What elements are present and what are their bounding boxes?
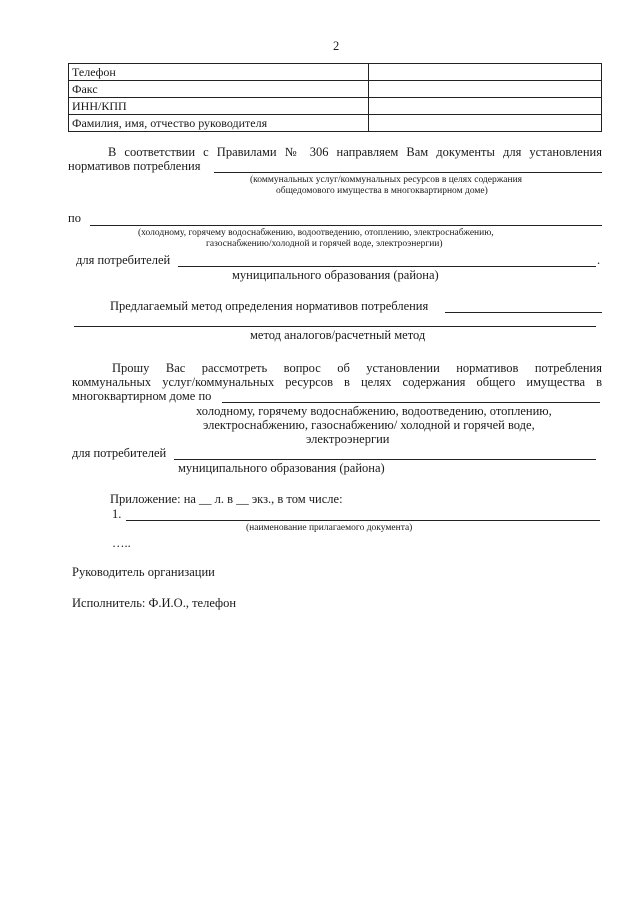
- page-number: 2: [333, 39, 340, 53]
- attachment-line: Приложение: на __ л. в __ экз., в том числе:: [110, 492, 343, 506]
- consumers2-field-line[interactable]: [174, 459, 596, 460]
- table-cell-label: Фамилия, имя, отчество руководителя: [69, 115, 369, 132]
- para1-line1: В соответствии с Правилами № 306 направляем Вам документы для установления: [108, 145, 602, 159]
- consumers2-caption: муниципального образования (района): [178, 461, 385, 475]
- table-cell-label: ИНН/КПП: [69, 98, 369, 115]
- attachment-ellipsis: …..: [112, 536, 131, 550]
- table-row: [69, 98, 602, 115]
- request-line2: коммунальных услуг/коммунальных ресурсов в целях содержания общего имущества в: [72, 375, 602, 389]
- table-row: [69, 81, 602, 98]
- po-field-line[interactable]: [90, 225, 602, 226]
- organization-info-table: [68, 63, 602, 132]
- method-line: Предлагаемый метод определения нормативов потребления: [110, 299, 429, 313]
- method-field-line-2[interactable]: [74, 326, 596, 327]
- request-line1: Прошу Вас рассмотреть вопрос об установлении нормативов потребления: [112, 361, 602, 375]
- attachment-field-line[interactable]: [126, 520, 600, 521]
- consumers1-prefix: для потребителей: [76, 253, 171, 267]
- consumers1-caption: муниципального образования (района): [232, 268, 439, 282]
- request-caption3: электроэнергии: [306, 432, 390, 446]
- signature-head: Руководитель организации: [72, 565, 215, 579]
- para1-line2-prefix: нормативов потребления: [68, 159, 201, 173]
- consumers1-field-line[interactable]: [178, 266, 596, 267]
- table-cell-value[interactable]: [369, 64, 602, 81]
- po-hint2: газоснабжению/холодной и горячей воде, электроэнергии): [206, 239, 443, 249]
- method-field-line-1[interactable]: [445, 312, 602, 313]
- request-caption1: холодному, горячему водоснабжению, водоотведению, отоплению,: [196, 404, 552, 418]
- po-hint1: (холодному, горячему водоснабжению, водоотведению, отоплению, электроснабжению,: [138, 228, 494, 238]
- normatives-field-line[interactable]: [214, 172, 602, 173]
- table-row: [69, 64, 602, 81]
- request-caption2: электроснабжению, газоснабжению/ холодной и горячей воде,: [203, 418, 535, 432]
- table-cell-value[interactable]: [369, 98, 602, 115]
- table-cell-label: Факс: [69, 81, 369, 98]
- request-line3-prefix: многоквартирном доме по: [72, 389, 212, 403]
- signature-executor: Исполнитель: Ф.И.О., телефон: [72, 596, 237, 610]
- table-row: [69, 115, 602, 132]
- consumers2-prefix: для потребителей: [72, 446, 167, 460]
- consumers1-dot: .: [597, 253, 601, 267]
- table-cell-label: Телефон: [69, 64, 369, 81]
- method-caption: метод аналогов/расчетный метод: [250, 328, 426, 342]
- attachment-item-number: 1.: [112, 507, 122, 521]
- request-field-line[interactable]: [222, 402, 600, 403]
- para1-hint1: (коммунальных услуг/коммунальных ресурсов в целях содержания: [250, 175, 523, 185]
- table-cell-value[interactable]: [369, 115, 602, 132]
- para1-hint2: общедомового имущества в многоквартирном доме): [276, 186, 488, 196]
- po-prefix: по: [68, 211, 81, 225]
- table-cell-value[interactable]: [369, 81, 602, 98]
- attachment-hint: (наименование прилагаемого документа): [246, 523, 413, 533]
